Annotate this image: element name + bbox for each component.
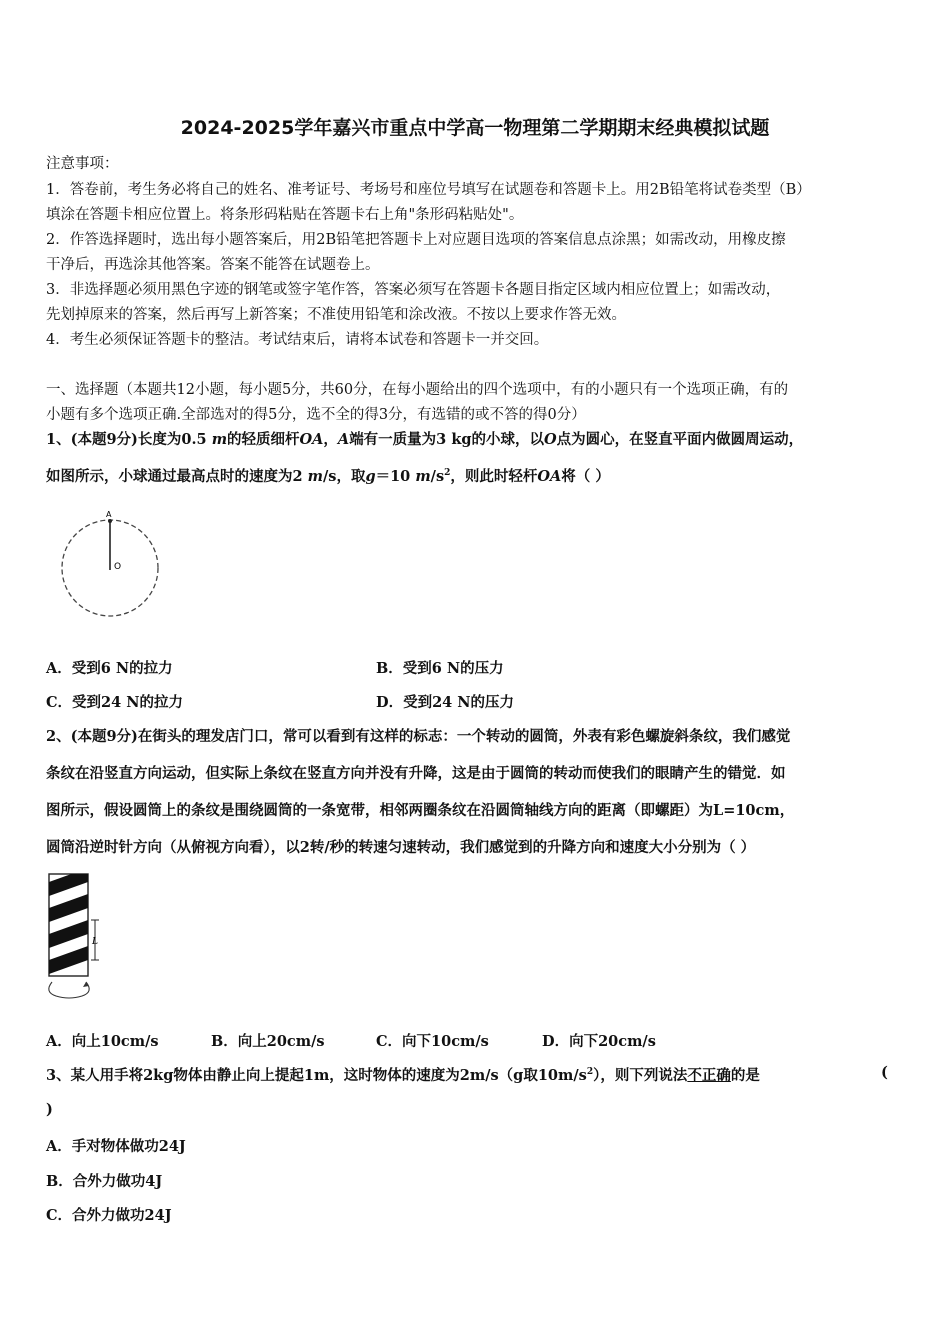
q1-l2-s2: /s: [430, 468, 445, 485]
q2-line-4: 圆筒沿逆时针方向（从俯视方向看），以2转/秒的转速匀速转动，我们感觉到的升降方向和速度大小分别为（ ）: [46, 839, 756, 856]
q1-ball: [108, 519, 112, 523]
q1-line-2: [46, 465, 610, 486]
q1-l1-pre: 1、(本题9分)长度为0.5: [46, 431, 212, 448]
notice-line-5: 3．非选择题必须用黑色字迹的钢笔或签字笔作答，答案必须写在答题卡各题目指定区域内相应位置上；如需改动，: [46, 282, 781, 298]
q1-l1-m: m: [211, 431, 228, 448]
section-line-1: 一、选择题（本题共12小题，每小题5分，共60分，在每小题给出的四个选项中，有的小题只有一个选项正确，有的: [46, 382, 789, 398]
q1-l2-eq: ＝10: [375, 468, 416, 485]
q3-l1-underlined: 不正确: [687, 1067, 731, 1084]
notice-heading: 注意事项：: [46, 156, 119, 172]
q2-rotation-arrow: [49, 982, 89, 998]
q1-l1-mid: 的轻质细杆: [227, 431, 300, 448]
q1-l2-mid: /s，取: [322, 468, 366, 485]
q1-option-d: D．受到24 N的压力: [376, 694, 515, 711]
q1-l2-ms: m: [307, 468, 323, 485]
q3-line-2: ): [46, 1101, 53, 1118]
q1-l2-sup: 2: [444, 468, 451, 479]
q1-l1-o: O: [544, 431, 557, 448]
q3-l1-sup: 2: [586, 1067, 594, 1078]
q1-l2-pre: 如图所示，小球通过最高点时的速度为2: [46, 468, 308, 485]
q1-l2-oa: OA: [537, 468, 562, 485]
q1-l2-post: 将（ ）: [561, 468, 610, 485]
q1-l2-g: g: [365, 468, 376, 485]
q3-l1-mid: ），则下列说法: [593, 1067, 688, 1084]
q1-line-1: [46, 428, 803, 449]
q1-l2-ms2: m: [415, 468, 431, 485]
q3-l1-pre: 3、某人用手将2kg物体由静止向上提起1m，这时物体的速度为2m/s（g取10m/s: [46, 1067, 587, 1084]
notice-line-2: 填涂在答题卡相应位置上。将条形码粘贴在答题卡右上角"条形码粘贴处"。: [46, 207, 524, 223]
q1-l1-comma: ，: [323, 431, 338, 448]
q3-option-b: B．合外力做功4J: [46, 1173, 163, 1190]
q2-line-2: 条纹在沿竖直方向运动，但实际上条纹在竖直方向并没有升降，这是由于圆筒的转动而使我们的眼睛产生的错觉．如: [46, 765, 786, 782]
q2-line-3: 图所示，假设圆筒上的条纹是围绕圆筒的一条宽带，相邻两圈条纹在沿圆筒轴线方向的距离（即螺距）为L=10cm，: [46, 802, 795, 819]
notice-line-4: 干净后，再选涂其他答案。答案不能答在试题卷上。: [46, 257, 380, 273]
q1-l1-post: 点为圆心，在竖直平面内做圆周运动，: [556, 431, 804, 448]
q2-figure-barber-pole: [42, 868, 112, 1003]
q2-option-d: D．向下20cm/s: [542, 1033, 656, 1050]
q2-option-c: C．向下10cm/s: [376, 1033, 489, 1050]
notice-line-7: 4．考生必须保证答题卡的整洁。考试结束后，请将本试卷和答题卡一并交回。: [46, 332, 549, 348]
q1-l2-mid2: ，则此时轻杆: [450, 468, 538, 485]
q3-line-1: [46, 1064, 760, 1085]
q3-option-c: C．合外力做功24J: [46, 1207, 172, 1224]
q1-option-a: A．受到6 N的拉力: [46, 660, 173, 677]
q1-l1-mid2: 端有一质量为3 kg的小球，以: [349, 431, 545, 448]
q2-line-1: 2、(本题9分)在街头的理发店门口，常可以看到有这样的标志：一个转动的圆筒，外表有彩色螺旋斜条纹，我们感觉: [46, 728, 791, 745]
notice-line-6: 先划掉原来的答案，然后再写上新答案；不准使用铅笔和涂改液。不按以上要求作答无效。: [46, 307, 626, 323]
q2-option-a: A．向上10cm/s: [46, 1033, 159, 1050]
q1-fig-label-o: O: [114, 562, 122, 572]
q3-option-a: A．手对物体做功24J: [46, 1138, 186, 1155]
q1-figure-circle-rod: [52, 505, 172, 623]
q2-fig-label-l: L: [92, 937, 98, 947]
page-title: 2024-2025学年嘉兴市重点中学高一物理第二学期期末经典模拟试题: [180, 117, 770, 139]
q1-option-b: B．受到6 N的压力: [376, 660, 504, 677]
q1-l1-a: A: [337, 431, 350, 448]
q1-l1-oa: OA: [299, 431, 324, 448]
q2-option-b: B．向上20cm/s: [211, 1033, 325, 1050]
notice-line-3: 2．作答选择题时，选出每小题答案后，用2B铅笔把答题卡上对应题目选项的答案信息点涂黑；如需改动，用橡皮擦: [46, 232, 786, 248]
q1-fig-label-a: A: [106, 510, 112, 519]
q1-option-c: C．受到24 N的拉力: [46, 694, 184, 711]
section-line-2: 小题有多个选项正确.全部选对的得5分，选不全的得3分，有选错的或不答的得0分）: [46, 407, 586, 423]
q3-l1-post: 的是: [730, 1067, 760, 1084]
q3-open-paren: (: [881, 1064, 888, 1081]
notice-line-1: 1．答卷前，考生务必将自己的姓名、准考证号、考场号和座位号填写在试题卷和答题卡上。用2B铅笔将试卷类型（B）: [46, 182, 811, 198]
